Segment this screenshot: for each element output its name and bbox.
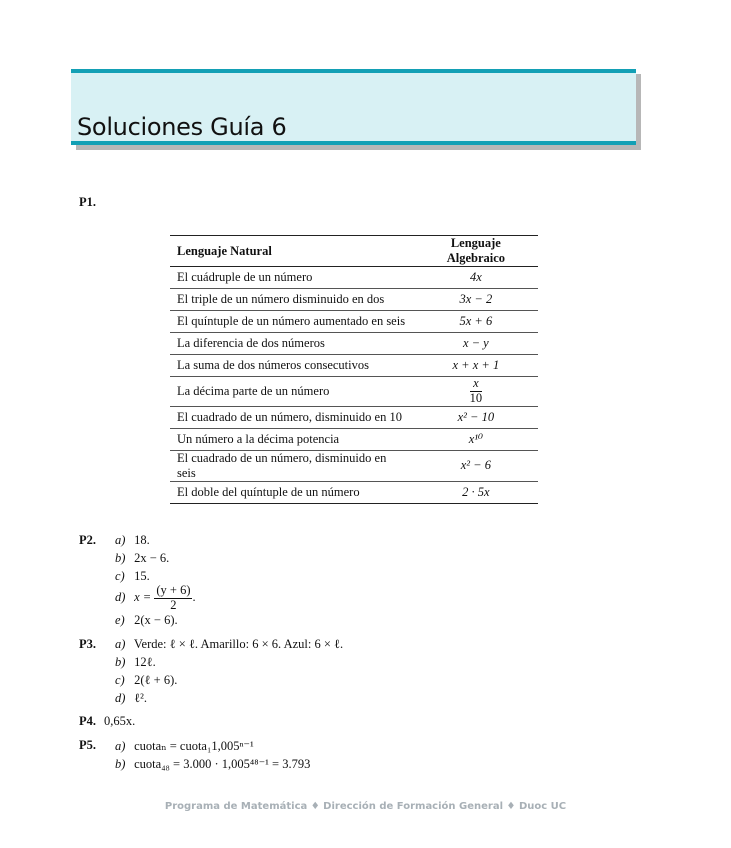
answer-text: cuotaₙ = cuota₁1,005ⁿ⁻¹ xyxy=(134,739,254,753)
natural-cell: Un número a la décima potencia xyxy=(170,428,414,450)
p5-answer-b xyxy=(115,756,310,772)
table-row xyxy=(170,267,538,289)
table-row xyxy=(170,311,538,333)
p3-answer-a xyxy=(115,637,343,652)
item-letter: c) xyxy=(115,569,125,583)
title-banner xyxy=(71,69,636,145)
answer-text: 15. xyxy=(134,569,150,583)
item-letter: c) xyxy=(115,673,125,687)
natural-cell: El cuádruple de un número xyxy=(170,267,414,289)
table-row xyxy=(170,355,538,377)
item-letter: b) xyxy=(115,551,126,565)
item-letter: b) xyxy=(115,655,126,669)
answer-text: 2(x − 6). xyxy=(134,613,178,627)
answer-text: ℓ². xyxy=(134,691,147,705)
item-letter: d) xyxy=(115,590,126,605)
page-footer: Programa de Matemática ♦ Dirección de Formación General ♦ Duoc UC xyxy=(164,801,567,812)
fraction-numerator: x xyxy=(470,377,483,392)
answer-suffix: . xyxy=(192,590,196,605)
answer-text: 2x − 6. xyxy=(134,551,170,565)
table-row xyxy=(170,289,538,311)
p2-answer-b xyxy=(115,551,169,566)
algebraic-cell: x¹⁰ xyxy=(414,428,538,450)
p2-answer-d xyxy=(115,584,196,613)
item-letter: a) xyxy=(115,739,126,753)
natural-cell: La diferencia de dos números xyxy=(170,333,414,355)
fraction xyxy=(470,377,483,406)
item-letter: a) xyxy=(115,533,126,547)
p2-answer-e xyxy=(115,613,178,628)
algebraic-cell: 5x + 6 xyxy=(414,311,538,333)
table-row xyxy=(170,481,538,503)
algebraic-cell: 4x xyxy=(414,267,538,289)
answer-text: Verde: ℓ × ℓ. Amarillo: 6 × 6. Azul: 6 × ℓ. xyxy=(133,637,344,651)
fraction-numerator: (y + 6) xyxy=(156,583,191,597)
item-letter: e) xyxy=(115,613,125,627)
p2-answer-a xyxy=(115,533,150,548)
natural-cell: La suma de dos números consecutivos xyxy=(170,355,414,377)
fraction-denominator: 2 xyxy=(170,597,177,612)
item-letter: b) xyxy=(115,757,126,771)
p3-answer-b xyxy=(115,655,156,670)
table-row xyxy=(170,333,538,355)
algebraic-cell xyxy=(414,377,538,407)
natural-cell: El cuadrado de un número, disminuido en 10 xyxy=(170,406,414,428)
natural-cell: El triple de un número disminuido en dos xyxy=(170,289,414,311)
item-letter: a) xyxy=(115,637,126,651)
p3-label: P3. xyxy=(79,637,97,651)
algebraic-cell: x − y xyxy=(414,333,538,355)
natural-cell: El cuadrado de un número, disminuido en seis xyxy=(170,450,414,481)
answer-text: cuota₄₈ = 3.000 · 1,005⁴⁸⁻¹ = 3.793 xyxy=(134,757,311,771)
p3-answer-d xyxy=(115,691,147,706)
language-table xyxy=(170,235,538,504)
table-row xyxy=(170,450,538,481)
natural-cell: La décima parte de un número xyxy=(170,377,414,407)
algebraic-cell: x + x + 1 xyxy=(414,355,538,377)
natural-cell: El doble del quíntuple de un número xyxy=(170,481,414,503)
header-algebraic: Lenguaje Algebraico xyxy=(414,236,538,267)
p5-label: P5. xyxy=(79,738,97,752)
p4-label: P4. xyxy=(79,714,97,728)
answer-text: 18. xyxy=(134,533,150,547)
fraction xyxy=(154,584,192,613)
algebraic-cell: 2 · 5x xyxy=(414,481,538,503)
natural-cell: El quíntuple de un número aumentado en seis xyxy=(170,311,414,333)
table-row xyxy=(170,406,538,428)
algebraic-cell: 3x − 2 xyxy=(414,289,538,311)
algebraic-cell: x² − 10 xyxy=(414,406,538,428)
p4-answer: 0,65x. xyxy=(104,714,136,728)
table-header-row xyxy=(170,236,538,267)
table-row xyxy=(170,428,538,450)
p2-answer-c xyxy=(115,569,150,584)
p5-answer-a xyxy=(115,738,254,754)
answer-prefix: x = xyxy=(134,590,152,605)
answer-text: 12ℓ. xyxy=(134,655,156,669)
p1-label: P1. xyxy=(79,195,97,209)
p3-answer-c xyxy=(115,673,177,688)
fraction-denominator: 10 xyxy=(469,390,483,405)
algebraic-cell: x² − 6 xyxy=(414,450,538,481)
p2-label: P2. xyxy=(79,533,97,547)
answer-text: 2(ℓ + 6). xyxy=(134,673,178,687)
header-natural: Lenguaje Natural xyxy=(170,236,414,267)
table-row xyxy=(170,377,538,407)
item-letter: d) xyxy=(115,691,126,705)
page-title: Soluciones Guía 6 xyxy=(77,113,287,141)
